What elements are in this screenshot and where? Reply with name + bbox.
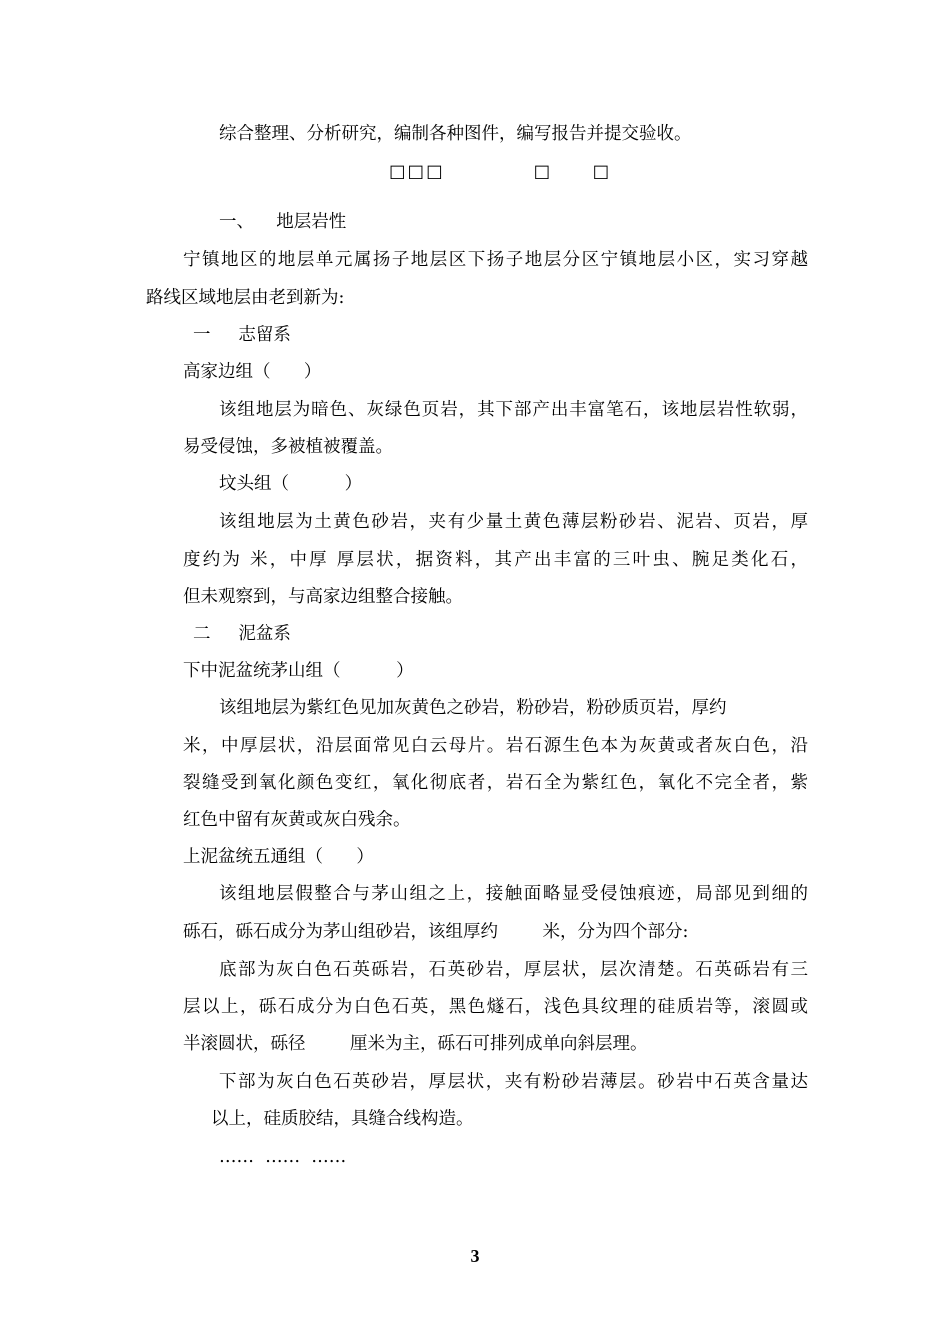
paragraph-line: 综合整理、分析研究，编制各种图件，编写报告并提交验收。: [219, 124, 692, 144]
formation-heading: 上泥盆统五通组（ ）: [183, 847, 374, 867]
paragraph-line: 裂缝受到氧化颜色变红，氧化彻底者，岩石全为紫红色，氧化不完全者，紫: [183, 773, 808, 793]
paragraph-line: 米，中厚层状，沿层面常见白云母片。岩石源生色本为灰黄或者灰白色，沿: [183, 736, 808, 756]
section-heading: 一、 地层岩性: [219, 212, 347, 232]
paragraph-line: 底部为灰白色石英砾岩，石英砂岩，厚层状，层次清楚。石英砾岩有三: [219, 960, 808, 980]
subsection-heading: 二 泥盆系: [193, 624, 291, 644]
chapter-heading: □□□ □ □: [389, 162, 612, 182]
subsection-heading: 一 志留系: [193, 325, 291, 345]
paragraph-line: 度约为 米，中厚 厚层状，据资料，其产出丰富的三叶虫、腕足类化石，: [183, 550, 808, 570]
paragraph-line: 半滚圆状，砾径 厘米为主，砾石可排列成单向斜层理。: [183, 1034, 648, 1054]
paragraph-line: 该组地层为紫红色见加灰黄色之砂岩，粉砂岩，粉砂质页岩，厚约: [219, 698, 727, 718]
paragraph-line: 红色中留有灰黄或灰白残余。: [183, 810, 411, 830]
page-number: 3: [470, 1246, 480, 1266]
paragraph-line: 宁镇地区的地层单元属扬子地层区下扬子地层分区宁镇地层小区，实习穿越: [183, 250, 808, 270]
paragraph-line: 砾石，砾石成分为茅山组砂岩，该组厚约 米，分为四个部分:: [183, 922, 689, 942]
paragraph-line: 下部为灰白色石英砂岩，厚层状，夹有粉砂岩薄层。砂岩中石英含量达: [219, 1072, 808, 1092]
paragraph-line: 该组地层假整合与茅山组之上，接触面略显受侵蚀痕迹，局部见到细的: [219, 884, 808, 904]
paragraph-line: 层以上，砾石成分为白色石英，黑色燧石，浅色具纹理的硅质岩等，滚圆或: [183, 997, 808, 1017]
formation-heading: 高家边组（ ）: [183, 362, 322, 382]
formation-heading: 坟头组（ ）: [219, 474, 363, 494]
paragraph-line: 该组地层为暗色、灰绿色页岩，其下部产出丰富笔石，该地层岩性软弱，: [219, 400, 808, 420]
formation-heading: 下中泥盆统茅山组（ ）: [183, 661, 414, 681]
ellipsis-line: …… …… ……: [219, 1147, 347, 1167]
paragraph-line: 但未观察到，与高家边组整合接触。: [183, 587, 463, 607]
paragraph-line: 路线区域地层由老到新为:: [146, 288, 345, 308]
paragraph-line: 以上，硅质胶结，具缝合线构造。: [211, 1109, 474, 1129]
paragraph-line: 该组地层为土黄色砂岩，夹有少量土黄色薄层粉砂岩、泥岩、页岩，厚: [219, 512, 808, 532]
paragraph-line: 易受侵蚀，多被植被覆盖。: [183, 437, 393, 457]
